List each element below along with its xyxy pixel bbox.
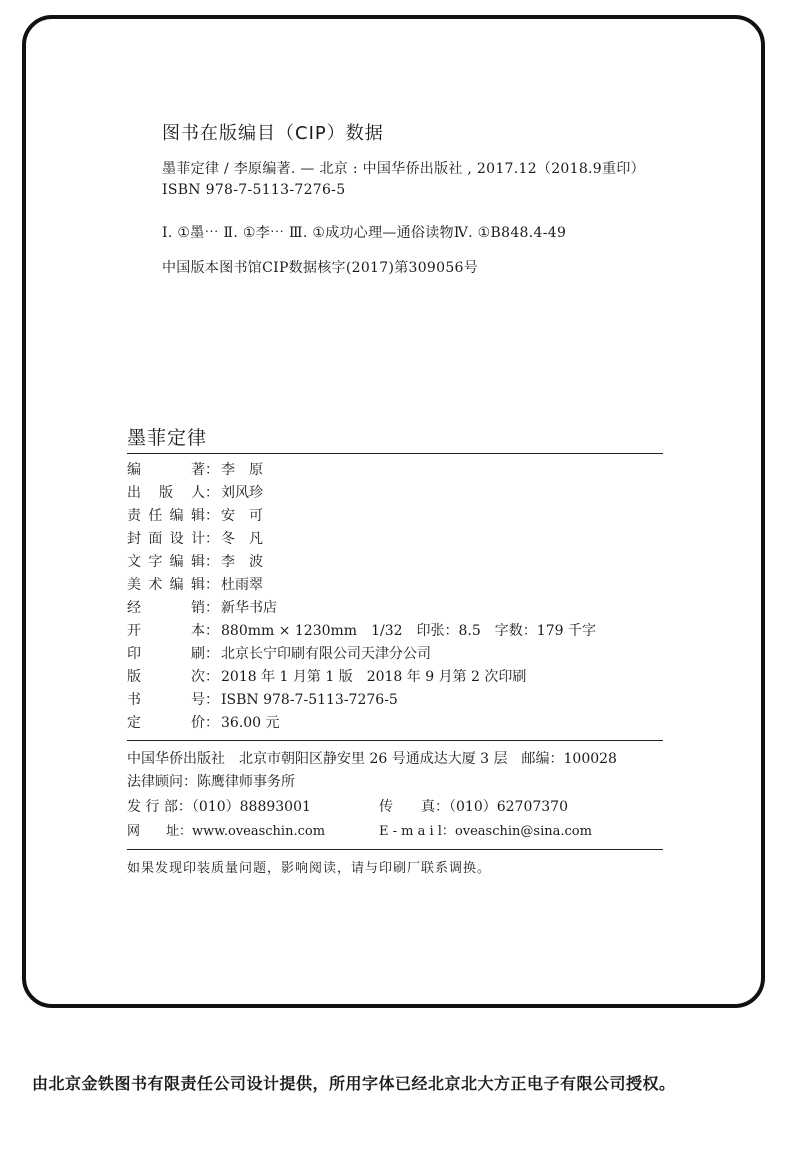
credit-value: 36.00 元	[221, 715, 280, 731]
credit-label: 印刷	[127, 646, 205, 662]
credit-value: 冬 凡	[221, 531, 263, 547]
website-label: 网 址：	[127, 824, 193, 839]
sales-dept-phone: （010）88893001	[191, 799, 311, 815]
cip-line-1: 墨菲定律 / 李原编著. — 北京 : 中国华侨出版社 , 2017.12（2018.9重印）	[162, 161, 645, 177]
credit-label: 责任编辑	[127, 508, 205, 524]
font-credit: 由北京金铁图书有限责任公司设计提供，所用字体已经北京北大方正电子有限公司授权。	[32, 1074, 676, 1093]
credit-label: 开本	[127, 623, 205, 639]
credit-value: 刘风珍	[221, 485, 263, 501]
legal-counsel: 法律顾问：陈鹰律师事务所	[127, 774, 295, 790]
credit-row: 印刷： 北京长宁印刷有限公司天津分公司	[127, 643, 431, 665]
website-url: www.oveaschin.com	[192, 824, 326, 839]
credit-label: 编著	[127, 462, 205, 478]
credit-row: 经销： 新华书店	[127, 597, 277, 619]
credit-value: 新华书店	[221, 600, 277, 616]
credit-label: 书号	[127, 692, 205, 708]
credit-row: 出版人： 刘风珍	[127, 482, 263, 504]
credit-label: 定价	[127, 715, 205, 731]
contact-row	[127, 821, 592, 843]
contact-row	[127, 796, 568, 818]
quality-notice: 如果发现印装质量问题，影响阅读，请与印刷厂联系调换。	[127, 861, 492, 876]
credit-value: 880mm × 1230mm 1/32 印张：8.5 字数：179 千字	[221, 623, 596, 639]
cip-isbn: ISBN 978-7-5113-7276-5	[162, 182, 346, 198]
publisher-address: 中国华侨出版社 北京市朝阳区静安里 26 号通成达大厦 3 层 邮编：100028	[127, 751, 617, 767]
credit-label: 封面设计	[127, 531, 205, 547]
divider	[127, 453, 663, 454]
credit-row: 编著： 李 原	[127, 459, 263, 481]
credit-row: 责任编辑： 安 可	[127, 505, 263, 527]
divider	[127, 740, 663, 741]
credit-label: 出版人	[127, 485, 205, 501]
cip-record-number: 中国版本图书馆CIP数据核字(2017)第309056号	[162, 260, 479, 276]
credit-label: 美术编辑	[127, 577, 205, 593]
divider	[127, 849, 663, 850]
credit-value: 李 波	[221, 554, 263, 570]
credit-value: 李 原	[221, 462, 263, 478]
credit-label: 经销	[127, 600, 205, 616]
credit-label: 文字编辑	[127, 554, 205, 570]
credit-value: 杜雨翠	[221, 577, 263, 593]
credit-row: 开本： 880mm × 1230mm 1/32 印张：8.5 字数：179 千字	[127, 620, 596, 642]
credit-row: 书号： ISBN 978-7-5113-7276-5	[127, 689, 398, 711]
fax-number: （010）62707370	[449, 799, 568, 815]
email-label: E - m a i l：	[379, 824, 455, 839]
credit-row: 定价： 36.00 元	[127, 712, 280, 734]
credit-row: 封面设计： 冬 凡	[127, 528, 263, 550]
credit-row: 美术编辑： 杜雨翠	[127, 574, 263, 596]
cip-classification: Ⅰ. ①墨⋯ Ⅱ. ①李⋯ Ⅲ. ①成功心理—通俗读物Ⅳ. ①B848.4-49	[162, 225, 567, 241]
cip-title: 图书在版编目（CIP）数据	[162, 123, 384, 144]
credit-value: 北京长宁印刷有限公司天津分公司	[221, 646, 431, 662]
sales-dept-label: 发 行 部：	[127, 799, 192, 815]
credit-value: 2018 年 1 月第 1 版 2018 年 9 月第 2 次印刷	[221, 669, 527, 685]
credit-value: ISBN 978-7-5113-7276-5	[221, 692, 398, 708]
credit-label: 版次	[127, 669, 205, 685]
email-address: oveaschin@sina.com	[454, 824, 592, 839]
credit-value: 安 可	[221, 508, 263, 524]
fax-label: 传 真：	[379, 799, 449, 815]
credit-row: 文字编辑： 李 波	[127, 551, 263, 573]
book-title: 墨菲定律	[127, 427, 208, 449]
credit-row: 版次： 2018 年 1 月第 1 版 2018 年 9 月第 2 次印刷	[127, 666, 526, 688]
